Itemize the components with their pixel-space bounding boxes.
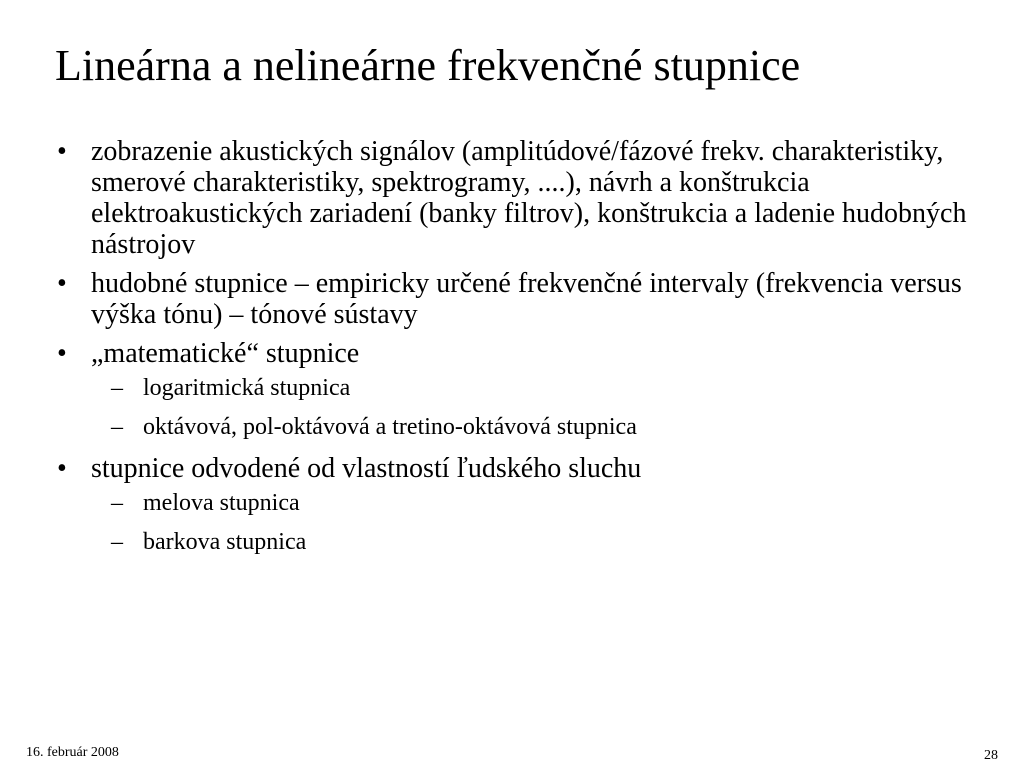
footer-date: 16. február 2008 bbox=[26, 745, 119, 760]
bullet-item bbox=[57, 453, 977, 556]
sub-bullet-item bbox=[101, 375, 977, 402]
sub-bullet-marker: – bbox=[111, 414, 123, 440]
bullet-marker: • bbox=[57, 136, 67, 167]
bullet-text: zobrazenie akustických signálov (amplitúdové/fázové frekv. charakteristiky, smerové charakteristiky, spektrogramy, ....), návrh a konštrukcia elektroakustických zariadení (banky filtrov), konštrukcia a ladenie hudobných nástrojov bbox=[91, 136, 967, 260]
bullet-text: stupnice odvodené od vlastností ľudského sluchu bbox=[91, 453, 642, 484]
bullet-marker: • bbox=[57, 338, 67, 369]
bullet-item bbox=[57, 136, 977, 260]
bullet-item bbox=[57, 338, 977, 441]
bullet-marker: • bbox=[57, 268, 67, 299]
page-number: 28 bbox=[984, 748, 998, 763]
sub-bullet-item bbox=[101, 529, 977, 556]
sub-bullet-list bbox=[91, 490, 977, 556]
sub-bullet-marker: – bbox=[111, 529, 123, 555]
slide-title: Lineárna a nelineárne frekvenčné stupnice bbox=[55, 41, 801, 90]
bullet-text: „matematické“ stupnice bbox=[91, 338, 360, 369]
sub-bullet-marker: – bbox=[111, 375, 123, 401]
sub-bullet-marker: – bbox=[111, 490, 123, 516]
sub-bullet-item bbox=[101, 414, 977, 441]
sub-bullet-text: logaritmická stupnica bbox=[143, 375, 351, 401]
bullet-list bbox=[57, 136, 977, 568]
bullet-text: hudobné stupnice – empiricky určené frekvenčné intervaly (frekvencia versus výška tónu) – tónové sústavy bbox=[91, 268, 962, 330]
sub-bullet-list bbox=[91, 375, 977, 441]
bullet-item bbox=[57, 268, 977, 330]
sub-bullet-text: melova stupnica bbox=[143, 490, 300, 516]
bullet-marker: • bbox=[57, 453, 67, 484]
sub-bullet-text: oktávová, pol-oktávová a tretino-oktávová stupnica bbox=[143, 414, 637, 440]
sub-bullet-text: barkova stupnica bbox=[143, 529, 307, 555]
sub-bullet-item bbox=[101, 490, 977, 517]
